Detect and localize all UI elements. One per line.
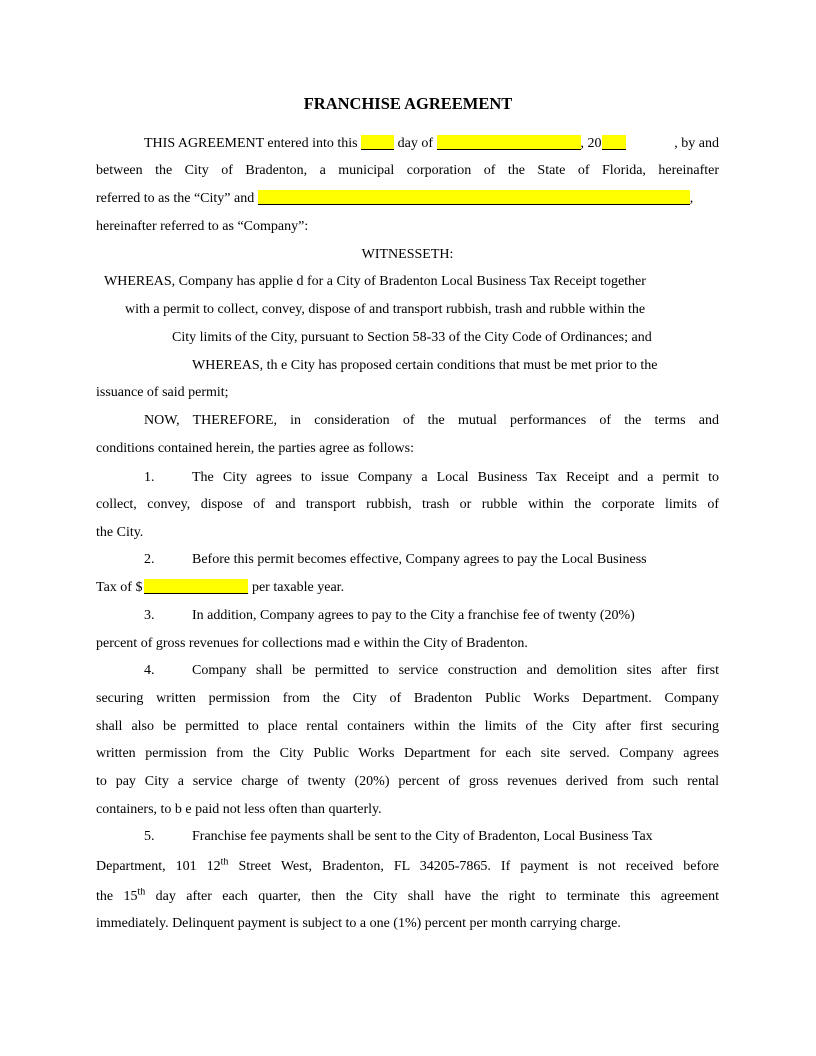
item-text: Department, 101 12 (96, 859, 221, 874)
intro-line-1 (96, 135, 719, 153)
item-number: 3. (144, 608, 155, 623)
item-text: Franchise fee payments shall be sent to the City of Bradenton, Local Business Tax (192, 829, 653, 844)
item-text: Street West, Bradenton, FL 34205-7865. If payment is not received before (238, 859, 719, 874)
day-blank[interactable] (361, 135, 394, 150)
item-text: Tax of $ (96, 580, 143, 595)
intro-line-3 (96, 190, 719, 208)
item-text: Before this permit becomes effective, Company agrees to pay the Local Business (192, 552, 647, 567)
item-4-line-1 (144, 662, 719, 680)
item-5-line-1 (144, 828, 719, 846)
item-2-line-1 (144, 551, 719, 569)
whereas-1-line-3: City limits of the City, pursuant to Section 58-33 of the City Code of Ordinances; and (172, 330, 652, 345)
item-4-line-4: written permission from the City Public Works Department for each site served. Company agrees (96, 746, 719, 761)
item-number: 2. (144, 552, 155, 567)
ordinal-suffix: th (137, 888, 146, 898)
item-4-line-5: to pay City a service charge of twenty (20%) percent of gross revenues derived from such rental (96, 774, 719, 789)
item-text: The City agrees to issue Company a Local Business Tax Receipt and a permit to (192, 470, 719, 485)
company-name-blank[interactable] (258, 190, 690, 205)
item-number: 5. (144, 829, 155, 844)
intro-text: day of (397, 136, 433, 151)
item-number: 4. (144, 663, 155, 678)
item-5-line-3 (96, 888, 719, 906)
ordinal-suffix: th (220, 858, 229, 868)
intro-text: , by and (674, 136, 719, 151)
intro-text: referred to as the “City” and (96, 191, 255, 206)
item-text: In addition, Company agrees to pay to the City a franchise fee of twenty (20%) (192, 608, 635, 623)
intro-line-4: hereinafter referred to as “Company”: (96, 219, 309, 234)
intro-line-2: between the City of Bradenton, a municipal corporation of the State of Florida, hereinafter (96, 163, 719, 178)
item-4-line-2: securing written permission from the City of Bradenton Public Works Department. Company (96, 691, 719, 706)
item-5-line-2 (96, 858, 719, 876)
item-2-line-2 (96, 579, 719, 597)
now-therefore-line-1: NOW, THEREFORE, in consideration of the mutual performances of the terms and (144, 413, 719, 428)
item-3-line-1 (144, 607, 719, 625)
intro-text: , 20 (580, 136, 602, 151)
item-number: 1. (144, 470, 155, 485)
item-text: Company shall be permitted to service construction and demolition sites after first (192, 663, 719, 678)
item-4-line-3: shall also be permitted to place rental containers within the limits of the City after first securing (96, 719, 719, 734)
intro-text: , (689, 191, 694, 206)
whereas-1-line-1: WHEREAS, Company has applie d for a City of Bradenton Local Business Tax Receipt together (104, 274, 646, 289)
month-blank[interactable] (437, 135, 581, 150)
intro-text: THIS AGREEMENT entered into this (144, 136, 358, 151)
whereas-2-line-2: issuance of said permit; (96, 385, 229, 400)
tax-amount-blank[interactable] (144, 579, 248, 594)
item-text: per taxable year. (251, 580, 345, 595)
year-blank[interactable] (602, 135, 626, 150)
item-5-line-4: immediately. Delinquent payment is subject to a one (1%) percent per month carrying charge. (96, 916, 621, 931)
now-therefore-line-2: conditions contained herein, the parties agree as follows: (96, 441, 415, 456)
item-text: the 15 (96, 889, 138, 904)
witnesseth-heading: WITNESSETH: (361, 247, 454, 262)
item-1-line-3: the City. (96, 525, 144, 540)
item-text: day after each quarter, then the City shall have the right to terminate this agreement (155, 889, 719, 904)
item-1-line-1 (144, 469, 719, 487)
document-title: FRANCHISE AGREEMENT (303, 94, 513, 113)
whereas-2-line-1: WHEREAS, th e City has proposed certain conditions that must be met prior to the (192, 358, 658, 373)
item-3-line-2: percent of gross revenues for collections mad e within the City of Bradenton. (96, 636, 528, 651)
item-4-line-6: containers, to b e paid not less often than quarterly. (96, 802, 382, 817)
whereas-1-line-2: with a permit to collect, convey, dispose of and transport rubbish, trash and rubble within the (125, 302, 646, 317)
item-1-line-2: collect, convey, dispose of and transport rubbish, trash or rubble within the corporate limits of (96, 497, 719, 512)
